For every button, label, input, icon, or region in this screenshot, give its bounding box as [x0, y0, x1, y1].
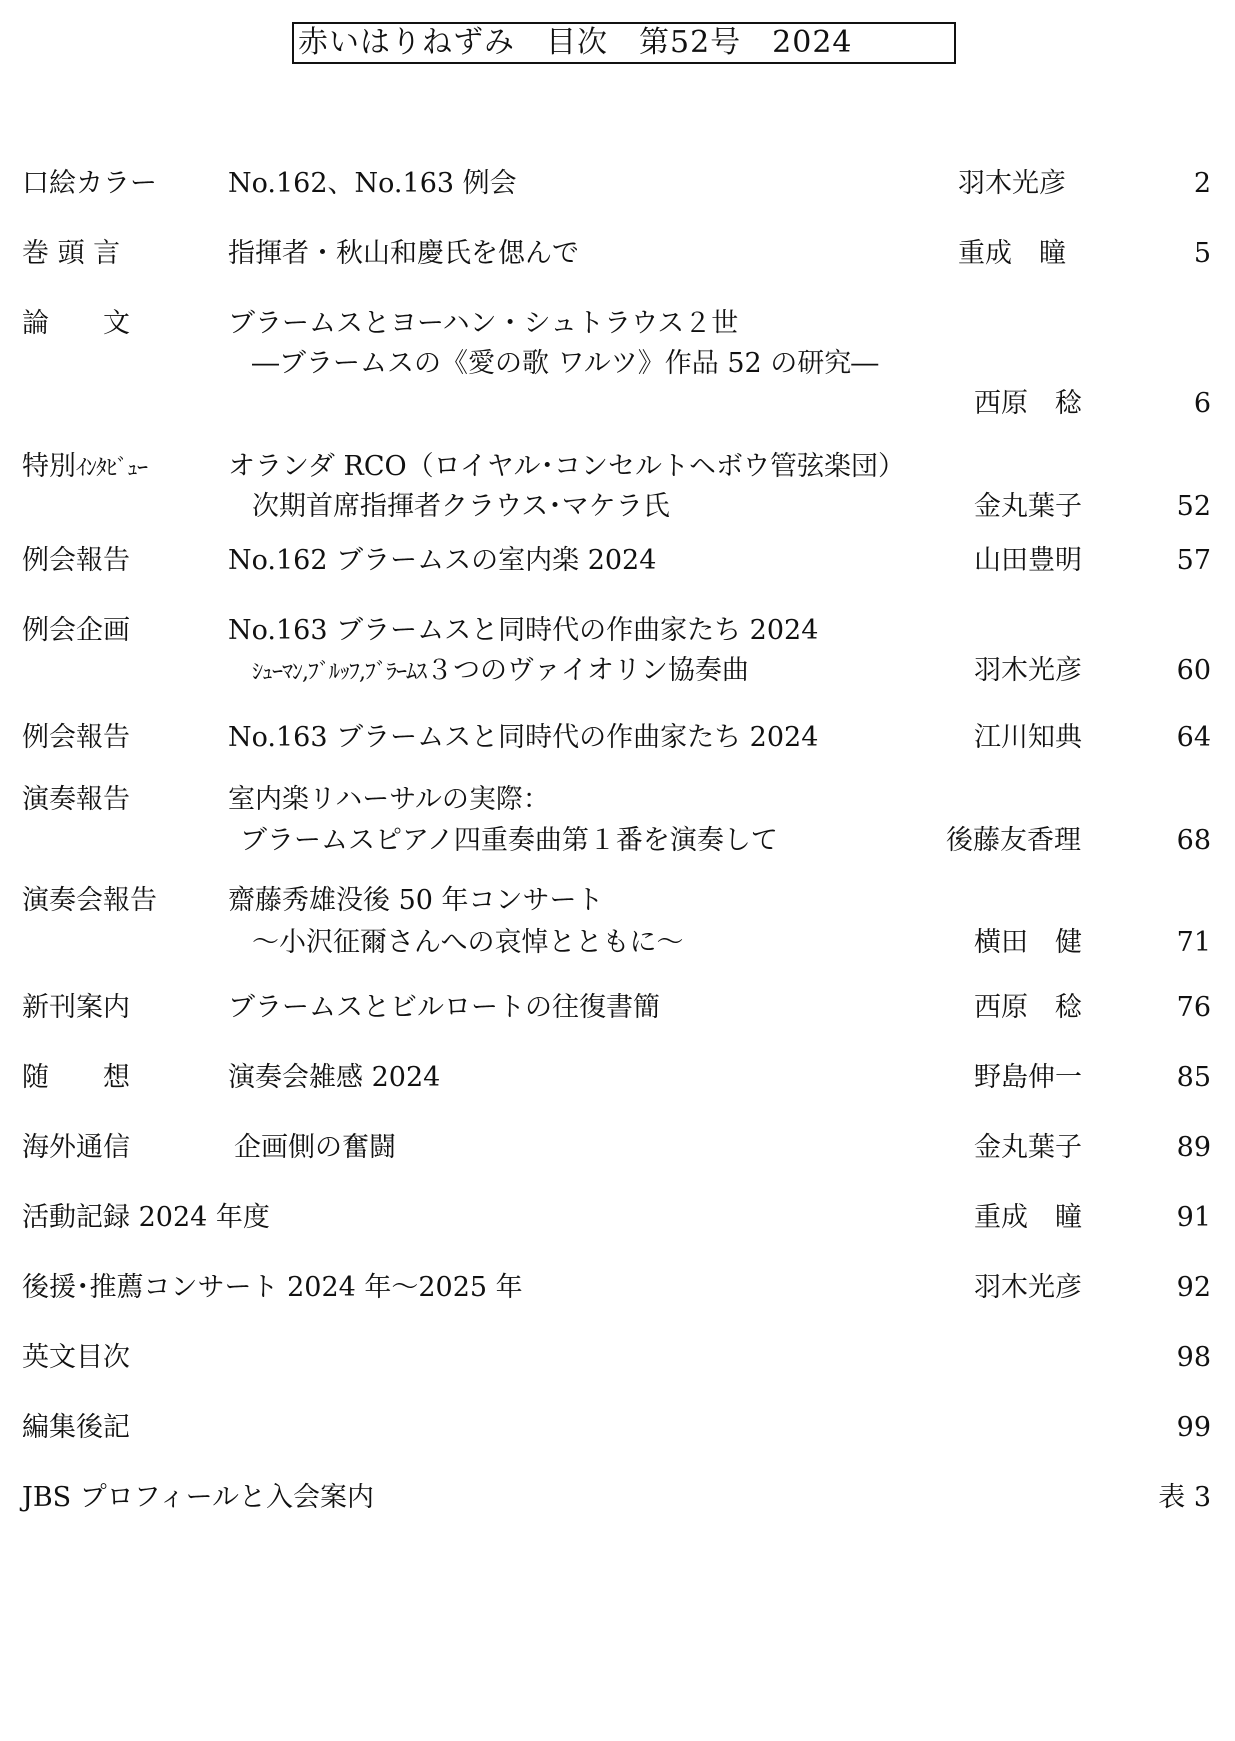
toc-author: 羽木光彦: [958, 168, 1066, 199]
toc-subtitle: 次期首席指揮者クラウス･マケラ氏: [252, 491, 670, 522]
toc-category-main: 特別: [22, 451, 76, 482]
toc-author: 金丸葉子: [974, 1132, 1082, 1163]
toc-category: 新刊案内: [22, 992, 130, 1023]
toc-title: No.162 ブラームスの室内楽 2024: [228, 545, 657, 576]
toc-page: 52: [1176, 491, 1211, 522]
toc-page: 91: [1176, 1202, 1211, 1233]
toc-title: 指揮者・秋山和慶氏を偲んで: [228, 238, 579, 269]
toc-title: 齋藤秀雄没後 50 年コンサート: [228, 885, 604, 916]
toc-category: 論 文: [22, 308, 130, 339]
toc-page: 99: [1176, 1412, 1211, 1443]
toc-category: 巻 頭 言: [22, 238, 121, 269]
toc-page: 5: [1193, 238, 1211, 269]
toc-page: 68: [1176, 825, 1211, 856]
toc-title: オランダ RCO（ロイヤル･コンセルトヘボウ管弦楽団）: [228, 451, 906, 482]
toc-page: 85: [1176, 1062, 1211, 1093]
toc-subtitle: ブラームスピアノ四重奏曲第１番を演奏して: [240, 825, 778, 856]
toc-page: 71: [1176, 927, 1211, 958]
toc-author: 西原 稔: [974, 992, 1082, 1023]
toc-author: 羽木光彦: [974, 655, 1082, 686]
toc-subtitle: ～小沢征爾さんへの哀悼とともに～: [252, 927, 684, 958]
toc-title: No.162、No.163 例会: [228, 168, 517, 199]
toc-subtitle-main: ３つのヴァイオリン協奏曲: [426, 655, 749, 686]
toc-author: 金丸葉子: [974, 491, 1082, 522]
toc-category: 随 想: [22, 1062, 130, 1093]
toc-category: 例会報告: [22, 722, 130, 753]
toc-category: 例会報告: [22, 545, 130, 576]
toc-category-small: ｲﾝﾀﾋﾞｭｰ: [76, 456, 148, 481]
toc-page: 76: [1176, 992, 1211, 1023]
toc-page: 98: [1176, 1342, 1211, 1373]
toc-page: 64: [1176, 722, 1211, 753]
toc-category: 演奏会報告: [22, 885, 157, 916]
toc-author: 横田 健: [974, 927, 1082, 958]
toc-page: 2: [1193, 168, 1211, 199]
toc-author: 野島伸一: [974, 1062, 1082, 1093]
toc-page: 6: [1193, 388, 1211, 419]
toc-category: [22, 450, 147, 486]
toc-category: 演奏報告: [22, 784, 130, 815]
toc-page: 表 3: [1158, 1482, 1211, 1513]
toc-title: 室内楽リハーサルの実際：: [228, 784, 550, 815]
toc-category: 後援･推薦コンサート 2024 年～2025 年: [22, 1272, 523, 1303]
toc-page: 89: [1176, 1132, 1211, 1163]
toc-subtitle: [252, 654, 749, 690]
toc-author: 羽木光彦: [974, 1272, 1082, 1303]
toc-category: 編集後記: [22, 1412, 130, 1443]
toc-author: 重成 瞳: [958, 238, 1066, 269]
toc-category: 英文目次: [22, 1342, 130, 1373]
toc-title: No.163 ブラームスと同時代の作曲家たち 2024: [228, 722, 819, 753]
toc-title: ブラームスとヨーハン・シュトラウス２世: [228, 308, 739, 339]
toc-author: 西原 稔: [974, 388, 1082, 419]
page-title: 赤いはりねずみ 目次 第52号 2024: [292, 22, 956, 64]
toc-page: 92: [1176, 1272, 1211, 1303]
toc-category: JBS プロフィールと入会案内: [22, 1482, 375, 1513]
toc-author: 山田豊明: [974, 545, 1082, 576]
toc-subtitle: ―ブラームスの《愛の歌 ワルツ》作品 52 の研究―: [252, 348, 879, 379]
toc-title: No.163 ブラームスと同時代の作曲家たち 2024: [228, 615, 819, 646]
toc-page: 57: [1176, 545, 1211, 576]
toc-author: 江川知典: [974, 722, 1082, 753]
toc-category: 海外通信: [22, 1132, 130, 1163]
toc-category: 口絵カラー: [22, 168, 157, 199]
toc-title: ブラームスとビルロートの往復書簡: [228, 992, 660, 1023]
toc-subtitle-small: ｼｭｰﾏﾝ,ﾌﾞﾙｯﾌ,ﾌﾞﾗｰﾑｽ: [252, 660, 426, 685]
toc-category: 例会企画: [22, 615, 130, 646]
toc-author: 重成 瞳: [974, 1202, 1082, 1233]
toc-category: 活動記録 2024 年度: [22, 1202, 270, 1233]
toc-title: 企画側の奮闘: [234, 1132, 396, 1163]
toc-title: 演奏会雑感 2024: [228, 1062, 441, 1093]
toc-page: 60: [1176, 655, 1211, 686]
toc-author: 後藤友香理: [946, 825, 1081, 856]
